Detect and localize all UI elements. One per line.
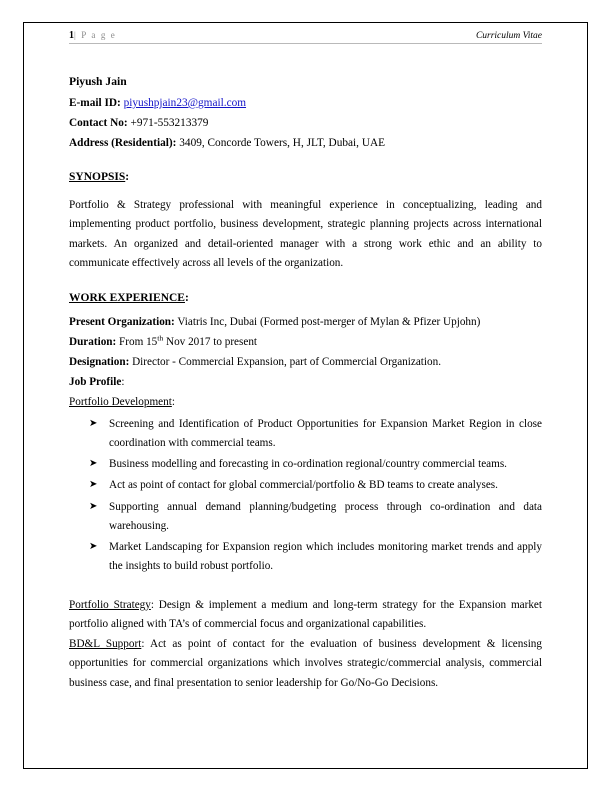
header-page-indicator: [69, 30, 116, 41]
portfolio-development-heading-text: Portfolio Development: [69, 395, 172, 408]
portfolio-development-colon: :: [171, 395, 175, 408]
list-item: [69, 498, 542, 537]
list-item: [69, 455, 542, 474]
candidate-name: Piyush Jain: [69, 75, 127, 89]
header-page-number: 1: [69, 30, 74, 41]
work-experience-heading-text: WORK EXPERIENCE: [69, 291, 185, 304]
email-line: [69, 93, 542, 113]
arrow-bullet-icon: ➤: [89, 417, 98, 429]
job-profile-colon: :: [121, 375, 125, 388]
arrow-bullet-icon: ➤: [89, 500, 98, 512]
work-experience-heading-colon: :: [184, 291, 189, 304]
duration-label: Duration:: [69, 335, 117, 348]
arrow-bullet-icon: ➤: [89, 541, 98, 553]
designation-value: Director - Commercial Expansion, part of Commercial Organization.: [132, 355, 442, 368]
job-profile-line: [69, 373, 542, 393]
synopsis-heading-colon: :: [125, 171, 130, 183]
list-item-text: Market Landscaping for Expansion region which includes monitoring market trends and apply the insights to build robust portfolio.: [109, 541, 542, 573]
address-value: 3409, Concorde Towers, H, JLT, Dubai, UAE: [179, 136, 386, 149]
job-profile-label: Job Profile: [69, 375, 122, 388]
paragraph-spacer: [69, 579, 542, 596]
address-line: [69, 133, 542, 153]
work-experience-heading: [69, 292, 542, 304]
running-header: [69, 30, 542, 44]
present-organization-value: Viatris Inc, Dubai (Formed post-merger of Mylan & Pfizer Upjohn): [177, 315, 481, 328]
header-document-type: Curriculum Vitae: [475, 31, 542, 41]
contact-line: [69, 113, 542, 133]
present-organization-line: [69, 313, 542, 333]
email-link[interactable]: piyushpjain23@gmail.com: [123, 96, 247, 109]
list-item: [69, 476, 542, 495]
synopsis-heading-text: SYNOPSIS: [69, 171, 126, 183]
list-item-text: Supporting annual demand planning/budgeting process through co-ordination and data warehousing.: [109, 500, 542, 532]
list-item: [69, 415, 542, 454]
synopsis-heading: [69, 171, 542, 183]
duration-prefix: From 15: [119, 335, 158, 348]
contact-label: Contact No:: [69, 116, 128, 129]
duration-suffix: Nov 2017 to present: [163, 335, 258, 348]
duration-line: [69, 333, 542, 353]
present-organization-label: Present Organization:: [69, 315, 175, 328]
portfolio-strategy-paragraph: [69, 596, 542, 635]
portfolio-development-bullets: [69, 415, 542, 577]
synopsis-body: Portfolio & Strategy professional with meaningful experience in conceptualizing, leading and implementing product portfolio, business development, strategic planning projects across international markets. An organized and detail-oriented manager with a strong work ethic and an ability to communicate effectively across all levels of the organization.: [69, 199, 542, 270]
list-item: [69, 538, 542, 577]
arrow-bullet-icon: ➤: [89, 458, 98, 470]
designation-line: [69, 353, 542, 373]
header-page-word: | P a g e: [74, 30, 117, 40]
portfolio-strategy-body: : Design & implement a medium and long-term strategy for the Expansion market portfolio aligned with TA’s of commercial focus and organizational capabilities.: [69, 598, 543, 631]
address-label: Address (Residential):: [69, 136, 177, 149]
list-item-text: Act as point of contact for global commercial/portfolio & BD teams to create analyses.: [109, 479, 498, 492]
portfolio-development-heading: [69, 393, 542, 413]
portfolio-strategy-label: Portfolio Strategy: [69, 598, 151, 611]
bdl-support-paragraph: [69, 635, 542, 693]
arrow-bullet-icon: ➤: [89, 479, 98, 491]
designation-label: Designation:: [69, 355, 130, 368]
bdl-support-label: BD&L Support: [69, 637, 142, 650]
list-item-text: Business modelling and forecasting in co-ordination regional/country commercial teams.: [109, 458, 507, 471]
duration-ordinal-suffix: th: [157, 333, 164, 343]
contact-value: +971-553213379: [130, 116, 209, 129]
bdl-support-body: : Act as point of contact for the evaluation of business development & licensing opportunities for commercial organizations which involves strategic/commercial analysis, commercial business case, and final presentation to senior leadership for Go/No-Go Decisions.: [69, 637, 542, 689]
document-content: [69, 30, 542, 693]
list-item-text: Screening and Identification of Product Opportunities for Expansion Market Region in close coordination with commercial teams.: [109, 417, 542, 449]
email-label: E-mail ID:: [69, 96, 121, 109]
